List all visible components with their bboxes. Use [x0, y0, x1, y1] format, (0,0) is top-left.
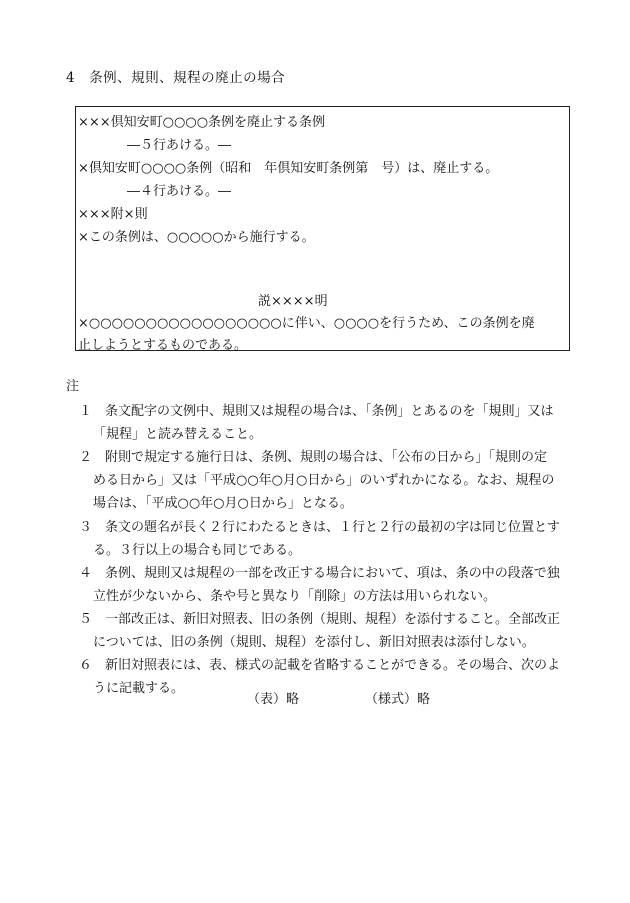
supplementary-heading: ×××附×則	[78, 207, 148, 222]
example-frame	[75, 106, 570, 351]
note-5-line-2: については、旧の条例（規則、規程）を添付し、新旧対照表は添付しない。	[93, 635, 535, 650]
note-1-line-2: 「規程」と読み替えること。	[93, 427, 263, 442]
note-2-line-1: ２ 附則で規定する施行日は、条例、規則の場合は、「公布の日から」「規則の定	[79, 450, 548, 465]
gap-note-4: ―４行あける。―	[127, 184, 232, 199]
note-6-line-2: うに記載する。	[93, 681, 185, 696]
notes-label: 注	[66, 379, 80, 394]
gap-note-5: ―５行あける。―	[127, 138, 232, 153]
note-2-line-2: める日から」又は「平成○○年○月○日から」のいずれかになる。なお、規程の	[93, 473, 555, 488]
note-4-line-1: ４ 条例、規則又は規程の一部を改正する場合において、項は、条の中の段落で独	[79, 566, 560, 581]
supplementary-body: ×この条例は、○○○○○から施行する。	[78, 230, 315, 245]
explanation-heading: 説××××明	[258, 294, 328, 309]
note-5-line-1: ５ 一部改正は、新旧対照表、旧の条例（規則、規程）を添付すること。全部改正	[79, 612, 561, 627]
note-2-line-3: 場合は、「平成○○年○月○日から」となる。	[93, 496, 353, 511]
example-body: ×倶知安町○○○○条例（昭和 年倶知安町条例第 号）は、廃止する。	[78, 161, 499, 176]
omit-table-text: （表）略	[247, 692, 300, 707]
note-1-line-1: １ 条文配字の文例中、規則又は規程の場合は、「条例」とあるのを「規則」又は	[79, 404, 554, 419]
note-3-line-1: ３ 条文の題名が長く２行にわたるときは、１行と２行の最初の字は同じ位置とす	[79, 520, 561, 535]
note-4-line-2: 立性が少ないから、条や号と異なり「削除」の方法は用いられない。	[93, 589, 497, 604]
example-title: ×××倶知安町○○○○条例を廃止する条例	[78, 115, 326, 130]
explanation-line-2: 止しようとするものである。	[78, 338, 248, 353]
explanation-line-1: ×○○○○○○○○○○○○○○○○○に伴い、○○○○を行うため、この条例を廃	[78, 316, 535, 331]
note-3-line-2: る。３行以上の場合も同じである。	[93, 543, 302, 558]
note-6-line-1: ６ 新旧対照表には、表、様式の記載を省略することができる。その場合、次のよ	[79, 658, 561, 673]
omit-form-text: （様式）略	[365, 692, 431, 707]
section-title: 4 条例、規則、規程の廃止の場合	[66, 70, 286, 86]
